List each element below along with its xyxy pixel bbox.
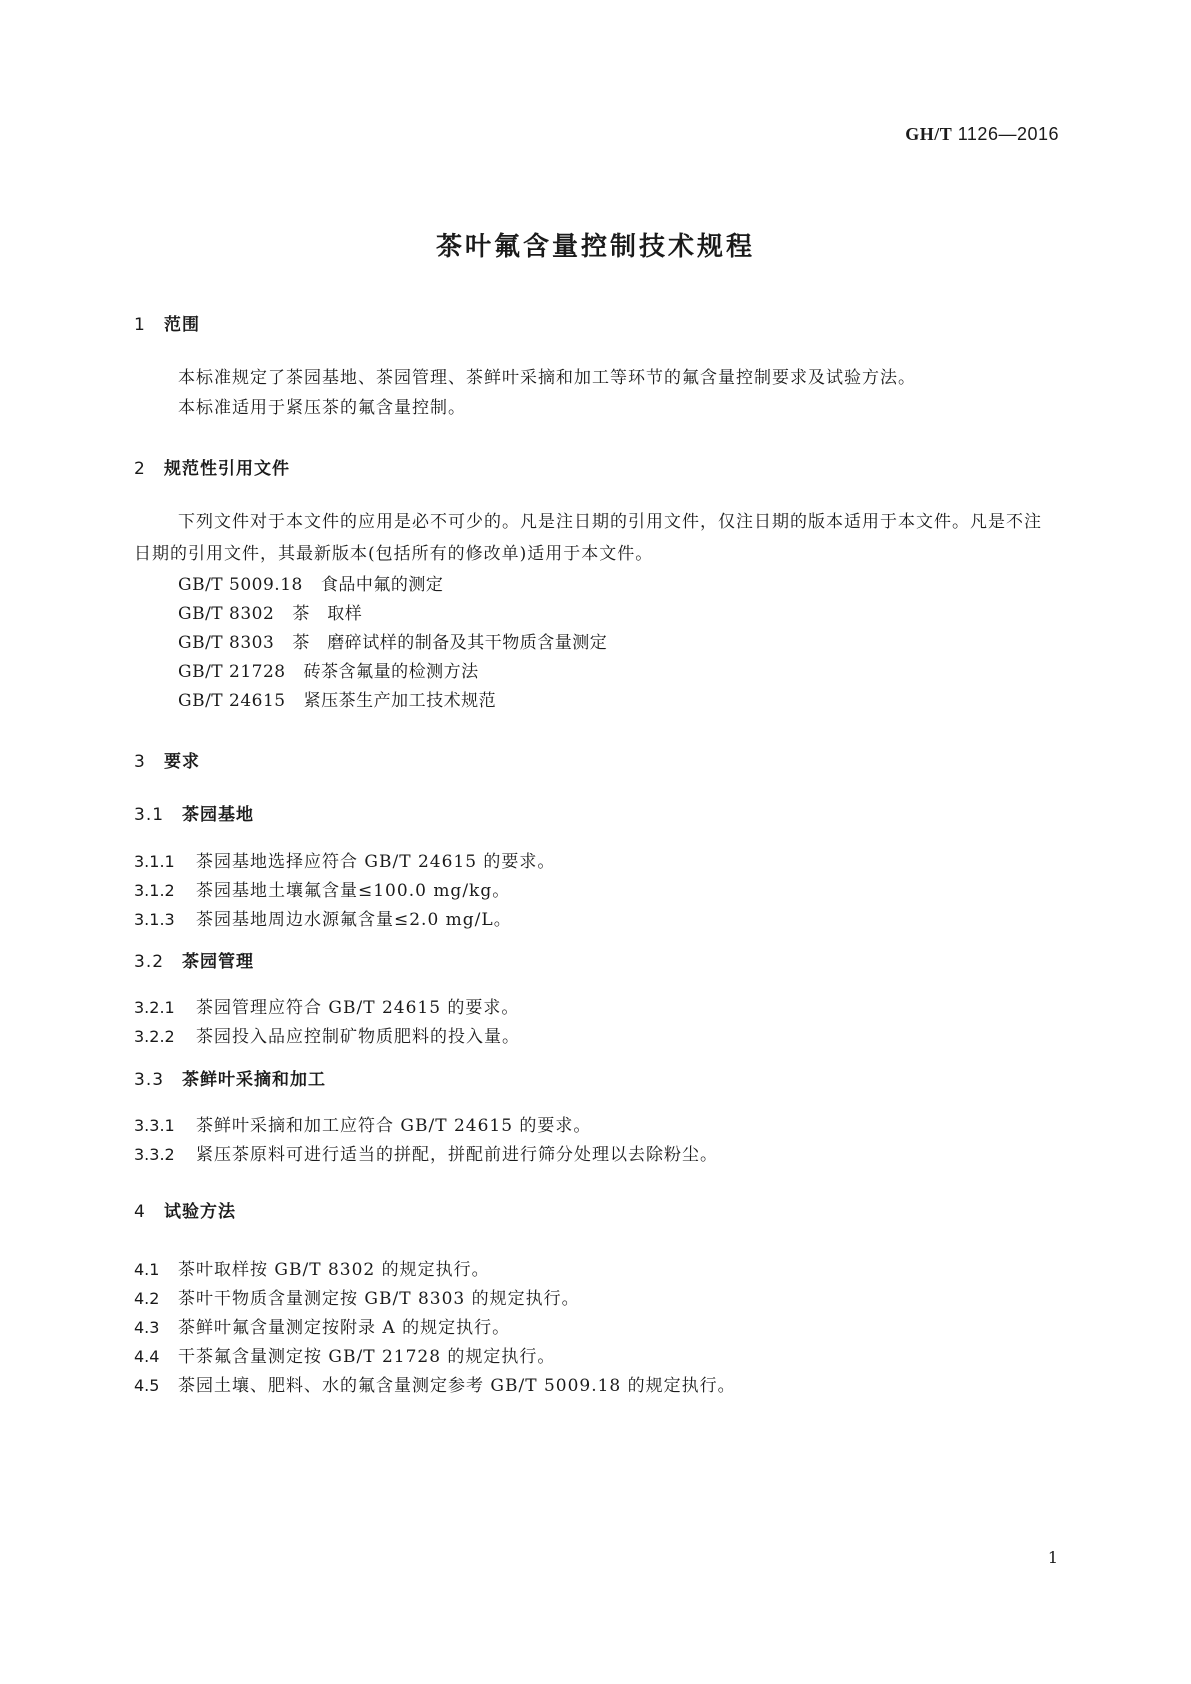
paragraph: 本标准适用于紧压茶的氟含量控制。 bbox=[178, 398, 466, 418]
reference-item bbox=[178, 570, 443, 595]
clause-text: 茶叶取样按 GB/T 8302 的规定执行。 bbox=[178, 1260, 490, 1280]
section-1-heading bbox=[134, 310, 200, 335]
clause-item bbox=[134, 876, 510, 901]
section-number: 1 bbox=[134, 315, 146, 335]
reference-title: 食品中氟的测定 bbox=[320, 575, 444, 595]
section-title: 规范性引用文件 bbox=[164, 459, 290, 479]
clause-text: 茶园管理应符合 GB/T 24615 的要求。 bbox=[196, 998, 520, 1018]
clause-text: 茶园基地选择应符合 GB/T 24615 的要求。 bbox=[196, 852, 556, 872]
section-number: 4 bbox=[134, 1202, 146, 1222]
reference-code: GB/T 8303 bbox=[178, 633, 275, 653]
reference-item bbox=[178, 628, 607, 653]
clause-text: 紧压茶原料可进行适当的拼配，拼配前进行筛分处理以去除粉尘。 bbox=[196, 1145, 718, 1165]
subsection-title: 茶园管理 bbox=[182, 952, 254, 972]
clause-item bbox=[134, 1140, 718, 1165]
standard-code: 1126—2016 bbox=[957, 124, 1059, 144]
clause-number: 4.3 bbox=[134, 1318, 160, 1337]
clause-text: 茶园基地土壤氟含量≤100.0 mg/kg。 bbox=[196, 881, 511, 901]
clause-text: 茶园土壤、肥料、水的氟含量测定参考 GB/T 5009.18 的规定执行。 bbox=[178, 1376, 736, 1396]
reference-item bbox=[178, 599, 362, 624]
clause-item bbox=[134, 1255, 490, 1280]
subsection-heading bbox=[134, 800, 254, 825]
section-3-heading bbox=[134, 747, 200, 772]
clause-item bbox=[134, 1284, 580, 1309]
subsection-number: 3.3 bbox=[134, 1070, 165, 1090]
subsection-title: 茶鲜叶采摘和加工 bbox=[182, 1070, 326, 1090]
page-number: 1 bbox=[1047, 1548, 1058, 1567]
subsection-heading bbox=[134, 947, 254, 972]
reference-title: 茶 取样 bbox=[292, 604, 363, 624]
reference-code: GB/T 21728 bbox=[178, 662, 286, 682]
clause-item bbox=[134, 1342, 555, 1367]
subsection-number: 3.1 bbox=[134, 805, 165, 825]
reference-item bbox=[178, 686, 496, 711]
reference-item bbox=[178, 657, 479, 682]
section-4-heading bbox=[134, 1197, 236, 1222]
subsection-heading bbox=[134, 1065, 326, 1090]
clause-number: 4.5 bbox=[134, 1376, 160, 1395]
clause-item bbox=[134, 993, 519, 1018]
section-title: 试验方法 bbox=[164, 1202, 236, 1222]
clause-text: 茶鲜叶氟含量测定按附录 A 的规定执行。 bbox=[178, 1318, 511, 1338]
section-number: 2 bbox=[134, 459, 146, 479]
clause-item bbox=[134, 1313, 510, 1338]
clause-number: 3.2.2 bbox=[134, 1027, 175, 1046]
clause-number: 3.1.2 bbox=[134, 881, 175, 900]
section-2-heading bbox=[134, 454, 290, 479]
paragraph: 本标准规定了茶园基地、茶园管理、茶鲜叶采摘和加工等环节的氟含量控制要求及试验方法。 bbox=[178, 368, 916, 388]
clause-item bbox=[134, 1371, 736, 1396]
section-title: 范围 bbox=[164, 315, 200, 335]
clause-item bbox=[134, 905, 512, 930]
clause-number: 4.4 bbox=[134, 1347, 160, 1366]
paragraph: 下列文件对于本文件的应用是必不可少的。凡是注日期的引用文件，仅注日期的版本适用于本文件。凡是不注日期的引用文件，其最新版本(包括所有的修改单)适用于本文件。 bbox=[134, 512, 1042, 564]
reference-code: GB/T 5009.18 bbox=[178, 575, 303, 595]
reference-title: 砖茶含氟量的检测方法 bbox=[303, 662, 479, 682]
document-title: 茶叶氟含量控制技术规程 bbox=[435, 232, 755, 262]
clause-number: 4.2 bbox=[134, 1289, 160, 1308]
clause-text: 茶园基地周边水源氟含量≤2.0 mg/L。 bbox=[196, 910, 512, 930]
clause-text: 茶叶干物质含量测定按 GB/T 8303 的规定执行。 bbox=[178, 1289, 580, 1309]
reference-title: 茶 磨碎试样的制备及其干物质含量测定 bbox=[292, 633, 608, 653]
clause-number: 3.2.1 bbox=[134, 998, 175, 1017]
clause-number: 3.3.1 bbox=[134, 1116, 175, 1135]
clause-text: 干茶氟含量测定按 GB/T 21728 的规定执行。 bbox=[178, 1347, 556, 1367]
clause-number: 4.1 bbox=[134, 1260, 160, 1279]
clause-text: 茶鲜叶采摘和加工应符合 GB/T 24615 的要求。 bbox=[196, 1116, 592, 1136]
clause-number: 3.1.1 bbox=[134, 852, 175, 871]
section-title: 要求 bbox=[164, 752, 200, 772]
clause-text: 茶园投入品应控制矿物质肥料的投入量。 bbox=[196, 1027, 520, 1047]
section-number: 3 bbox=[134, 752, 146, 772]
subsection-number: 3.2 bbox=[134, 952, 165, 972]
clause-item bbox=[134, 847, 555, 872]
clause-item bbox=[134, 1022, 520, 1047]
reference-code: GB/T 24615 bbox=[178, 691, 286, 711]
standard-prefix: GH/T bbox=[905, 124, 953, 144]
reference-title: 紧压茶生产加工技术规范 bbox=[303, 691, 497, 711]
clause-number: 3.3.2 bbox=[134, 1145, 175, 1164]
subsection-title: 茶园基地 bbox=[182, 805, 254, 825]
clause-item bbox=[134, 1111, 591, 1136]
clause-number: 3.1.3 bbox=[134, 910, 175, 929]
reference-code: GB/T 8302 bbox=[178, 604, 275, 624]
standard-number bbox=[905, 124, 1059, 145]
